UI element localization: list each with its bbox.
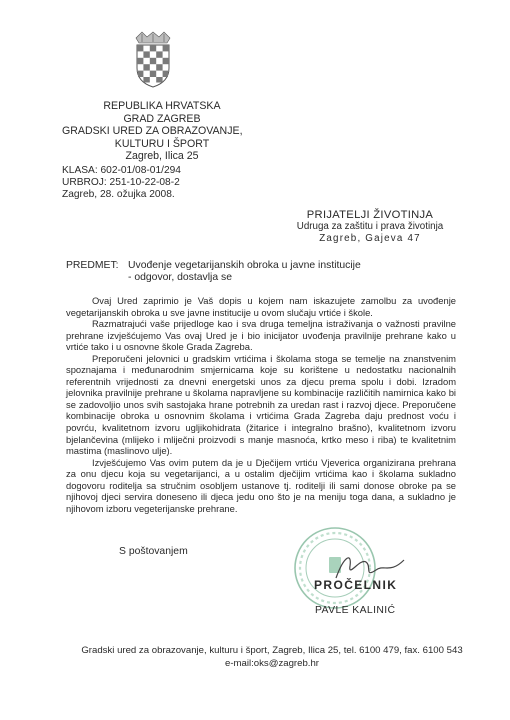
body-paragraph: Razmatrajući vaše prijedloge kao i sva druga temeljna istraživanja o važnosti pravilne prehrane izvješćujemo Vas ovaj Ured je i bio inicijator uvođenja pravilnije prehrane kako u vrtiće tako i u osnovne škole Grada Zagreba.: [66, 318, 456, 353]
urbroj-line: URBROJ: 251-10-22-08-2: [62, 177, 180, 189]
recipient-block: [270, 209, 470, 244]
croatian-coat-of-arms-icon: [133, 30, 173, 88]
recipient-name: PRIJATELJI ŽIVOTINJA: [306, 209, 434, 221]
subject-block: [66, 260, 361, 285]
footer-address: Gradski ured za obrazovanje, kulturu i šport, Zagreb, Ilica 25, tel. 6100 479, fax. 6100 543: [81, 645, 463, 656]
date-line: Zagreb, 28. ožujka 2008.: [62, 189, 175, 201]
body-paragraph: Preporučeni jelovnici u gradskim vrtićima i školama stoga se temelje na znanstvenim spoznajama i međunarodnim smjernicama koje su korištene u nedostatku nacionalnih referentnih vrijednosti za dnevni energetski unos za djecu prema spolu i dobi. Izradom jelovnika pravilnije prehrane u školama napravljene su kombinacije različitih namirnica kako bi se zadovoljio unos svih sastojaka hrane potrebnih za uredan rast i razvoj djece. Preporučene kombinacije obroka u osnovnim školama i vrtićima Grada Zagreba daju prednost voću i povrću, kvalitetnom izvoru ugljikohidrata (žitarice i integralno brašno), kvalitetnom izvoru bjelančevina (mlijeko i mliječni proizvodi s manje masnoća, krtko meso i riba) te kvalitetnim mastima (maslinovo ulje).: [66, 352, 456, 457]
issuer-address: Zagreb, Ilica 25: [125, 150, 199, 163]
footer-email: e-mail:oks@zagreb.hr: [225, 658, 319, 669]
issuer-city: GRAD ZAGREB: [123, 112, 201, 125]
issuer-office: GRADSKI URED ZA OBRAZOVANJE,: [62, 125, 243, 138]
recipient-address: Zagreb, Gajeva 47: [319, 233, 421, 244]
signer-title: PROČELNIK: [314, 578, 398, 592]
footer: [62, 644, 482, 670]
body-paragraph: Izvješćujemo Vas ovim putem da je u Dječijem vrtiću Vjeverica organizirana prehrana za onu djecu koja su vegetarijanci, a u ostalim dječijim vrtićima kao i školama sukladno dogovoru roditelja sa stručnim osobljem ustanove tj. roditelji ili sami donose obroke pa se njihovoj djeci servira doneseno ili djeca jedu ono što je na meniju toga dana, a sukladno je njihovom izboru vegeterijanske prehrane.: [66, 456, 456, 514]
reference-block: [62, 165, 181, 202]
subject-label: PREDMET:: [66, 260, 119, 271]
closing-salutation: S poštovanjem: [119, 546, 188, 557]
signer-name: PAVLE KALINIĆ: [315, 605, 396, 616]
body-paragraph: Ovaj Ured zaprimio je Vaš dopis u kojem nam iskazujete zamolbu za uvođenje vegetarijanskih obroka u sve javne institucije u ovom slučaju vrtiće i škole.: [66, 295, 456, 318]
klasa-line: KLASA: 602-01/08-01/294: [62, 165, 181, 176]
subject-line-1: Uvođenje vegetarijanskih obroka u javne institucije: [128, 260, 361, 271]
issuer-country: REPUBLIKA HRVATSKA: [103, 100, 221, 112]
issuer-block: [62, 100, 322, 163]
issuer-office-cont: KULTURU I ŠPORT: [114, 137, 210, 150]
recipient-org: Udruga za zaštitu i prava životinja: [296, 221, 444, 232]
subject-line-2: - odgovor, dostavlja se: [128, 272, 232, 284]
letter-body: [66, 295, 456, 514]
